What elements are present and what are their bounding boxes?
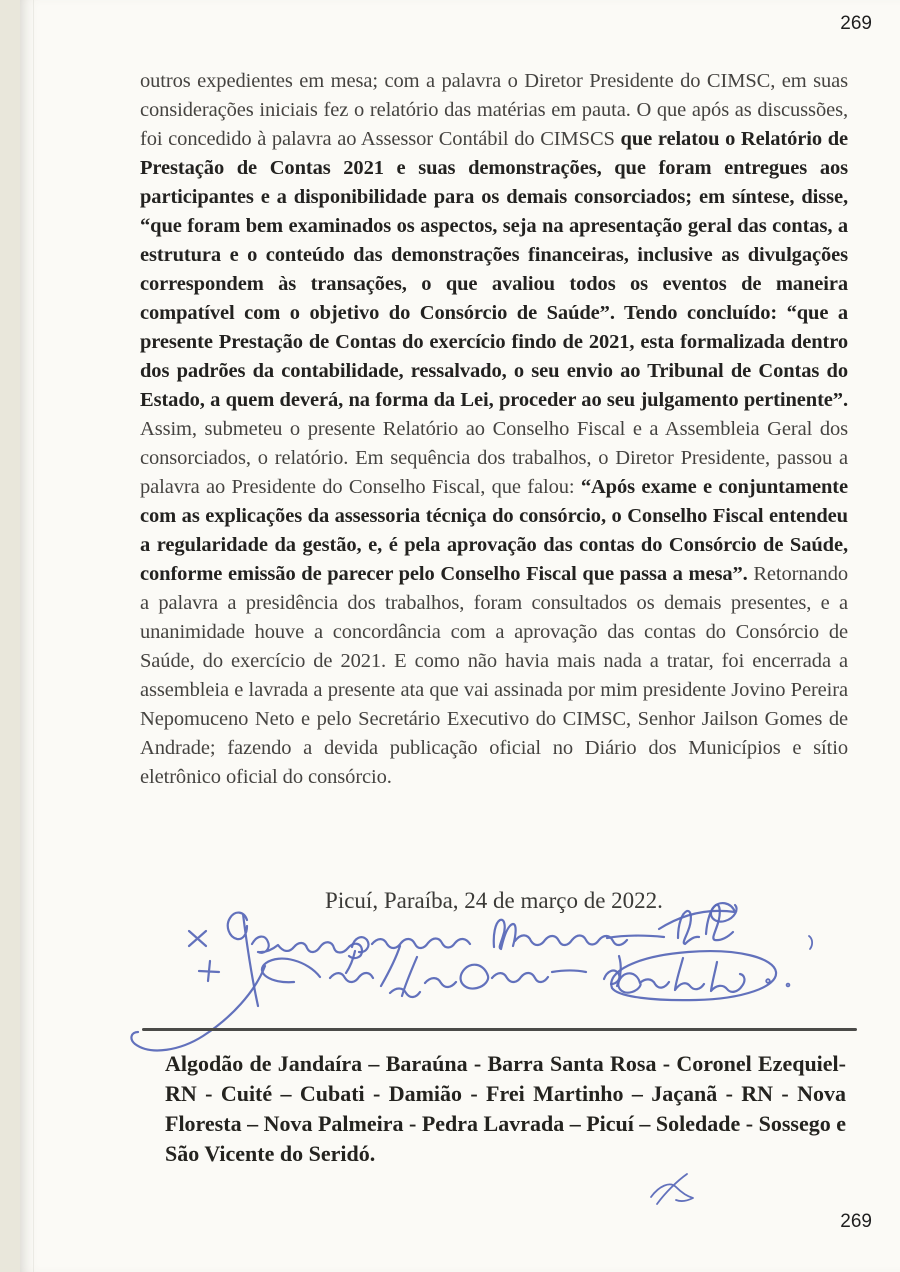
body-segment-3: Assim, submeteu o presente Relatório ao Conselho Fiscal e a Assembleia Geral dos consorciados, o relatório. Em sequência dos trabalhos, o Diretor Presidente, passou a palavra ao Presidente do Conselho Fiscal, que falou: — [140, 417, 848, 498]
page-number-bottom: 269 — [840, 1211, 872, 1232]
body-segment-5: Retornando a palavra a presidência dos trabalhos, foram consultados os demais presentes, e a unanimidade houve a concordância com a aprovação das contas do Consórcio de Saúde, do exercício de 2021. E como não havia mais nada a tratar, foi encerrada a assembleia e lavrada a presente ata que vai assinada por mim presidente Jovino Pereira Nepomuceno Neto e pelo Secretário Executivo do CIMSC, Senhor Jailson Gomes de Andrade; fazendo a devida publicação oficial no Diário dos Municípios e sítio eletrônico oficial do consórcio. — [140, 562, 849, 788]
signature-jailson-gomes-de-andrade — [131, 946, 789, 1050]
handwritten-initial — [651, 1174, 693, 1204]
footer-divider — [142, 1028, 857, 1031]
body-segment-4-bold: “Após exame e conjuntamente com as explicações da assessoria técniça do consórcio, o Conselho Fiscal entendeu a regularidade da gestão, e, é pela aprovação das contas do Consórcio de Saúde, conforme emissão de parecer pelo Conselho Fiscal que passa a mesa”. — [140, 475, 848, 585]
date-line: Picuí, Paraíba, 24 de março de 2022. — [325, 888, 663, 913]
body-segment-2-bold: que relatou o Relatório de Prestação de Contas 2021 e suas demonstrações, que foram entregues aos participantes e a disponibilidade para os demais consorciados; em síntese, disse, “que foram bem examinados os aspectos, seja na apresentação geral das contas, a estrutura e o conteúdo das demonstrações financeiras, inclusive as divulgações correspondem às transações, o que avaliou todos os eventos de maneira compatível com o objetivo do Consórcio de Saúde”. Tendo concluído: “que a presente Prestação de Contas do exercício findo de 2021, esta formalizada dentro dos padrões da contabilidade, ressalvado, o seu envio ao Tribunal de Contas do Estado, a quem deverá, na forma da Lei, proceder ao seu julgamento pertinente”. — [140, 127, 848, 411]
footer-municipalities: Algodão de Jandaíra – Baraúna - Barra Santa Rosa - Coronel Ezequiel-RN - Cuité – Cubati - Damião - Frei Martinho – Jaçanã - RN - Nova Floresta – Nova Palmeira - Pedra Lavrada – Picuí – Soledade - Sossego e São Vicente do Seridó. — [165, 1051, 846, 1166]
page-number-top: 269 — [840, 13, 872, 34]
signature-jovino-pereira-nepomuceno-neto — [189, 903, 812, 1006]
body-segment-1: outros expedientes em mesa; com a palavra o Diretor Presidente do CIMSC, em suas considerações iniciais fez o relatório das matérias em pauta. O que após as discussões, foi concedido à palavra ao Assessor Contábil do CIMSCS — [140, 69, 848, 150]
